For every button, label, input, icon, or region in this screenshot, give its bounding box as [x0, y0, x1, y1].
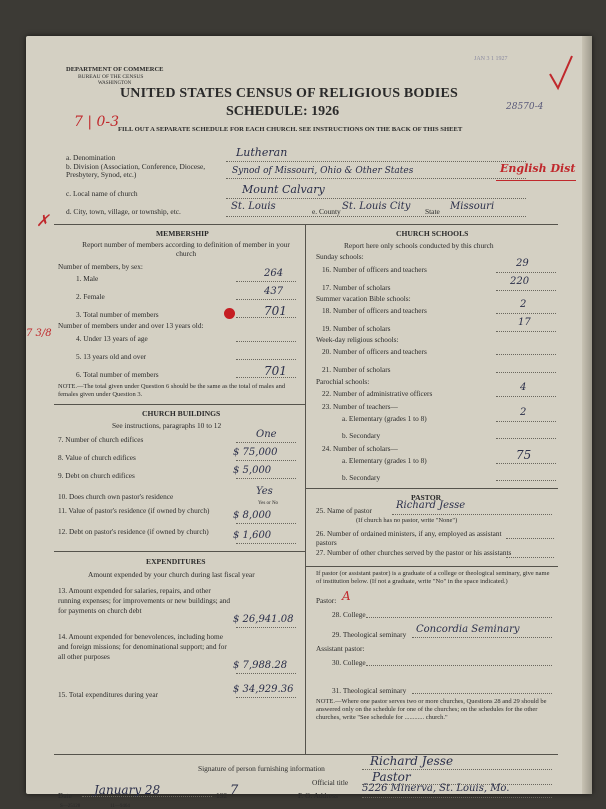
q12-value: $ 1,600 [233, 530, 272, 541]
q28-label: 28. College [332, 610, 366, 619]
membership-title: MEMBERSHIP [156, 229, 209, 238]
year-prefix: 192 [216, 791, 228, 800]
signature-label: Signature of person furnishing information [198, 764, 325, 773]
pastor-note: NOTE.—Where one pastor serves two or more churches, Questions 28 and 29 should be answered only on the schedule for one of the churches; on the schedules for the other churches, write "See schedule for ............ church." [316, 698, 547, 721]
official-title-value: Pastor [372, 770, 411, 784]
signature-value: Richard Jesse [370, 754, 454, 768]
denomination-label: a. Denomination [66, 153, 116, 162]
q14-value: $ 7,988.28 [233, 660, 288, 671]
division-value: Synod of Missouri, Ohio & Other States [232, 166, 414, 176]
q25-label: 25. Name of pastor [316, 506, 372, 515]
official-title-label: Official title [312, 778, 349, 787]
q24-label: 24. Number of scholars— [322, 444, 398, 453]
red-dot-marker [224, 308, 235, 319]
yes-no-hint: Yes or No [258, 501, 279, 506]
q10-value: Yes [256, 486, 273, 497]
city-value: St. Louis [231, 201, 276, 212]
membership-intro: Report number of members according to definition of member in your church [82, 240, 290, 258]
form-title: UNITED STATES CENSUS OF RELIGIOUS BODIES [120, 86, 459, 101]
address-label: P. O. Address [298, 791, 338, 800]
q21-label: 21. Number of scholars [322, 365, 391, 374]
q9-value: $ 5,000 [233, 465, 272, 476]
denomination-value: Lutheran [236, 146, 288, 159]
q29-value: Concordia Seminary [416, 624, 520, 635]
q23-label: 23. Number of teachers— [322, 402, 398, 411]
q9-label: 9. Debt on church edifices [58, 471, 135, 480]
county-value: St. Louis City [342, 201, 411, 212]
q3-label: 3. Total number of members [76, 310, 159, 319]
q6-label: 6. Total number of members [76, 370, 159, 379]
received-stamp: JAN 3 1 1927 [474, 56, 508, 62]
q11-value: $ 8,000 [233, 510, 272, 521]
margin-check-mark: ✗ [36, 211, 50, 230]
summer-label: Summer vacation Bible schools: [316, 294, 411, 303]
assistant-subheading: Assistant pastor: [316, 644, 365, 653]
q7-label: 7. Number of church edifices [58, 435, 144, 444]
q25-value: Richard Jesse [396, 500, 466, 511]
local-name-value: Mount Calvary [242, 183, 325, 196]
dept-label: DEPARTMENT OF COMMERCE [66, 66, 164, 73]
state-label: State [425, 207, 440, 216]
q24b-label: b. Secondary [342, 473, 381, 482]
q18-value: 2 [520, 299, 527, 310]
q27-label: 27. Number of other churches served by the pastor or his assistants [316, 548, 512, 557]
q5-label: 5. 13 years old and over [76, 352, 147, 361]
division-label: b. Division (Association, Conference, Diocese, Presbytery, Synod, etc.) [66, 162, 206, 179]
q1-value: 264 [264, 268, 284, 279]
print-number: 11—9464 [110, 804, 130, 809]
q16-label: 16. Number of officers and teachers [322, 265, 427, 274]
q4-label: 4. Under 13 years of age [76, 334, 148, 343]
membership-by-sex: Number of members, by sex: [58, 262, 143, 271]
q6-value: 701 [264, 364, 287, 378]
schedule-title: SCHEDULE: 1926 [226, 104, 340, 119]
pastor-subheading: Pastor: [316, 596, 337, 605]
division-note: English Dist [500, 162, 576, 175]
q25-hint: (If church has no pastor, write "None") [356, 517, 458, 524]
city-label: WASHINGTON [98, 81, 132, 86]
local-name-label: c. Local name of church [66, 189, 138, 198]
q17-value: 220 [510, 276, 530, 287]
q23b-label: b. Secondary [342, 431, 381, 440]
q11-label: 11. Value of pastor's residence (if owned by church) [58, 506, 210, 515]
schools-intro: Report here only schools conducted by this church [344, 241, 494, 250]
file-code: 7 | 0-3 [74, 114, 120, 130]
year-suffix: 7 [230, 783, 239, 798]
q8-label: 8. Value of church edifices [58, 453, 136, 462]
q15-label: 15. Total expenditures during year [58, 690, 159, 699]
age-label: Number of members under and over 13 years old: [58, 321, 204, 330]
county-label: e. County [312, 207, 341, 216]
q26-label: 26. Number of ordained ministers, if any, employed as assistant pastors [316, 529, 502, 547]
corner-code: 28570-4 [506, 102, 544, 112]
q20-label: 20. Number of officers and teachers [322, 347, 427, 356]
buildings-subtitle: See instructions, paragraphs 10 to 12 [112, 421, 222, 430]
q12-label: 12. Debt on pastor's residence (if owned by church) [58, 527, 209, 536]
census-schedule-sheet [26, 36, 592, 809]
schools-title: CHURCH SCHOOLS [396, 229, 469, 238]
q14-label: 14. Amount expended for benevolences, including home and foreign missions; for denominational support; and for all other purposes [58, 632, 227, 661]
q24a-label: a. Elementary (grades 1 to 8) [342, 456, 427, 465]
sunday-label: Sunday schools: [316, 252, 364, 261]
city-label-field: d. City, town, village, or township, etc. [66, 207, 181, 216]
q29-label: 29. Theological seminary [332, 630, 407, 639]
q22-value: 4 [520, 382, 527, 393]
expenditures-title: EXPENDITURES [146, 557, 206, 566]
q2-label: 2. Female [76, 292, 105, 301]
q8-value: $ 75,000 [233, 447, 278, 458]
q30-label: 30. College [332, 658, 366, 667]
q3-value: 701 [264, 304, 287, 318]
graduate-instructions: If pastor (or assistant pastor) is a graduate of a college or theological seminary, give name of institution below. (If not a graduate, write "No" in the space indicated.) [316, 570, 550, 585]
buildings-title: CHURCH BUILDINGS [142, 409, 221, 418]
address-value: 5226 Minerva, St. Louis, Mo. [362, 783, 510, 794]
form-number: S—25128 [60, 804, 81, 809]
q13-value: $ 26,941.08 [233, 614, 294, 625]
q13-label: 13. Amount expended for salaries, repairs, and other running expenses; for improvements or new buildings; and for payments on church debt [58, 586, 231, 615]
q18-label: 18. Number of officers and teachers [322, 306, 427, 315]
instruction-line: FILL OUT A SEPARATE SCHEDULE FOR EACH CHURCH. SEE INSTRUCTIONS ON THE BACK OF THIS SHEET [118, 126, 463, 133]
bureau-label: BUREAU OF THE CENSUS [78, 74, 144, 80]
date-value: January 28 [94, 783, 161, 797]
membership-note: NOTE.—The total given under Question 6 should be the same as the total of males and females given under Question 3. [58, 383, 286, 398]
margin-note: 7 3/8 [26, 328, 52, 339]
date-label: Date [58, 791, 72, 800]
expenditures-subtitle: Amount expended by your church during last fiscal year [88, 570, 255, 579]
q31-label: 31. Theological seminary [332, 686, 407, 695]
q23a-value: 2 [520, 407, 527, 418]
red-margin-mark: A [342, 589, 351, 603]
q24a-value: 75 [516, 448, 532, 462]
q16-value: 29 [516, 258, 529, 269]
state-value: Missouri [450, 201, 495, 212]
q1-label: 1. Male [76, 274, 99, 283]
q2-value: 437 [264, 286, 284, 297]
q19-value: 17 [518, 317, 531, 328]
weekday-label: Week-day religious schools: [316, 335, 399, 344]
q17-label: 17. Number of scholars [322, 283, 391, 292]
q10-label: 10. Does church own pastor's residence [58, 492, 174, 501]
q23a-label: a. Elementary (grades 1 to 8) [342, 414, 427, 423]
red-check-mark [546, 54, 576, 94]
pastor-title: PASTOR [411, 493, 442, 502]
q7-value: One [256, 429, 277, 440]
q19-label: 19. Number of scholars [322, 324, 391, 333]
q22-label: 22. Number of administrative officers [322, 389, 433, 398]
q15-value: $ 34,929.36 [233, 684, 294, 695]
parochial-label: Parochial schools: [316, 377, 370, 386]
